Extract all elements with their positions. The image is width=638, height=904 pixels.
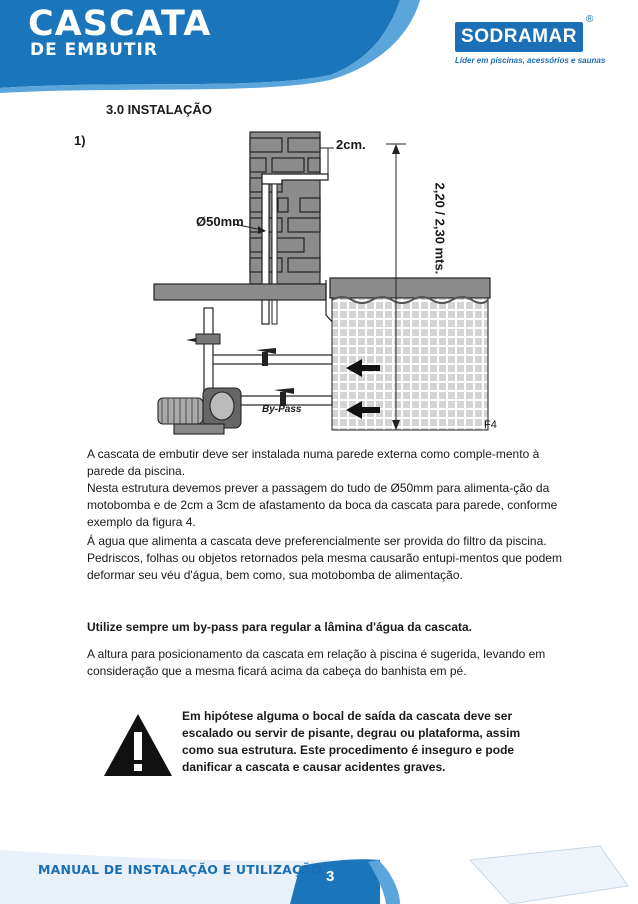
paragraph-structure: Nesta estrutura devemos prever a passagem do tudo de Ø50mm para alimenta-ção da motobomba e de 2cm a 3cm de afastamento da boca da cascata para parede, conforme exemplo da figura 4. (87, 481, 558, 529)
warning-triangle-icon (102, 712, 174, 778)
brand-logo: SODRAMAR (455, 22, 583, 52)
figure-id: F4 (484, 419, 497, 431)
paragraph-water-source: Á agua que alimenta a cascata deve preferencialmente ser provida do filtro da piscina. Pedriscos, folhas ou objetos retornados pela mesma causarão entupi-mentos que podem deformar seu véu d'água, bem como, sua motobomba de alimentação. (87, 534, 562, 582)
gap-dimension-label: 2cm. (336, 137, 366, 152)
paragraph-height: A altura para posicionamento da cascata em relação à piscina é sugerida, levando em consideração que a mesma ficará acima da cabeça do banhista em pé. (87, 647, 546, 678)
brand-registered-mark: ® (586, 14, 594, 25)
brand-tagline: Líder em piscinas, acessórios e saunas (455, 56, 606, 65)
bypass-label: By-Pass (262, 404, 302, 415)
installation-diagram (150, 130, 500, 440)
brick-wall (250, 132, 320, 284)
height-dimension-label: 2,20 / 2,30 mts. (432, 182, 448, 275)
page-number: 3 (326, 868, 335, 885)
pump (158, 388, 241, 434)
header-title-main: CASCATA (28, 4, 212, 44)
step-label: 1) (74, 133, 86, 148)
section-title: 3.0 INSTALAÇÃO (106, 102, 212, 117)
footer-title: MANUAL DE INSTALAÇÃO E UTILIZAÇÃO (38, 862, 323, 877)
paragraph-intro: A cascata de embutir deve ser instalada numa parede externa como comple-mento à parede da piscina. (87, 447, 540, 478)
pipe-diameter-label: Ø50mm (196, 214, 244, 229)
paragraph-bypass-note: Utilize sempre um by-pass para regular a lâmina d'água da cascata. (87, 620, 473, 634)
warning-text: Em hipótese alguma o bocal de saída da cascata deve ser escalado ou servir de pisante, degrau ou plataforma, assim como sua estrutura. Este procedimento é inseguro e pode danificar a cascata e causar acidentes graves. (182, 709, 521, 774)
header-title-sub: DE EMBUTIR (30, 40, 158, 60)
